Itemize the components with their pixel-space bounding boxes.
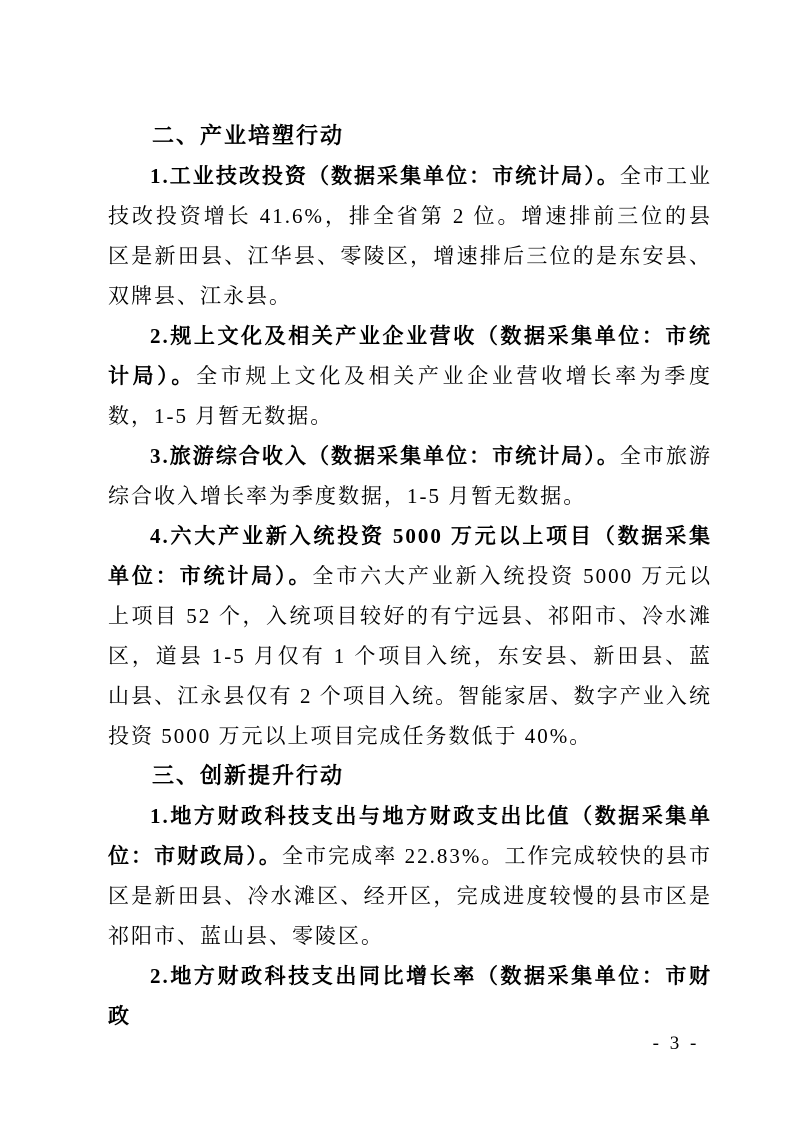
section-heading-innovation-promotion: 三、创新提升行动 [152, 763, 345, 788]
document-content [108, 116, 712, 1036]
paragraph-body: 全市六大产业新入统投资 5000 万元以上项目 52 个，入统项目较好的有宁远县、祁阳市、冷水滩区，道县 1-5 月仅有 1 个项目入统，东安县、新田县、蓝山县、江永县仅有 2 个项目入统。智能家居、数字产业入统投资 5000 万元以上项目完成任务数低于 40%。 [108, 564, 712, 748]
paragraph-six-industries-projects [108, 516, 712, 756]
paragraph-body: 全市完成率 22.83%。工作完成较快的县市区是新田县、冷水滩区、经开区，完成进度较慢的县市区是祁阳市、蓝山县、零陵区。 [108, 844, 712, 948]
paragraph-culture-industry-revenue [108, 316, 712, 436]
paragraph-lead: 3.旅游综合收入（数据采集单位：市统计局）。 [150, 444, 620, 468]
paragraph-industrial-tech-investment [108, 156, 712, 316]
paragraph-lead: 2.规上文化及相关产业企业营收（数据采集单位：市统计局）。 [108, 324, 712, 388]
paragraph-body: 全市旅游综合收入增长率为季度数据，1-5 月暂无数据。 [108, 444, 712, 508]
paragraph-body: 全市工业技改投资增长 41.6%，排全省第 2 位。增速排前三位的县区是新田县、江华县、零陵区，增速排后三位的是东安县、双牌县、江永县。 [108, 164, 712, 308]
paragraph-fiscal-tech-expenditure-growth [108, 956, 712, 1036]
paragraph-lead: 1.工业技改投资（数据采集单位：市统计局）。 [150, 164, 620, 188]
paragraph-lead: 4.六大产业新入统投资 5000 万元以上项目（数据采集单位：市统计局）。 [108, 524, 712, 588]
page-number: - 3 - [652, 1033, 700, 1054]
paragraph-body: 全市规上文化及相关产业企业营收增长率为季度数，1-5 月暂无数据。 [108, 364, 713, 428]
paragraph-lead: 1.地方财政科技支出与地方财政支出比值（数据采集单位：市财政局）。 [108, 804, 712, 868]
paragraph-fiscal-tech-expenditure-ratio [108, 796, 712, 956]
paragraph-tourism-income [108, 436, 712, 516]
paragraph-lead: 2.地方财政科技支出同比增长率（数据采集单位：市财政 [108, 964, 712, 1028]
section-heading-industry-cultivation: 二、产业培塑行动 [152, 123, 345, 148]
